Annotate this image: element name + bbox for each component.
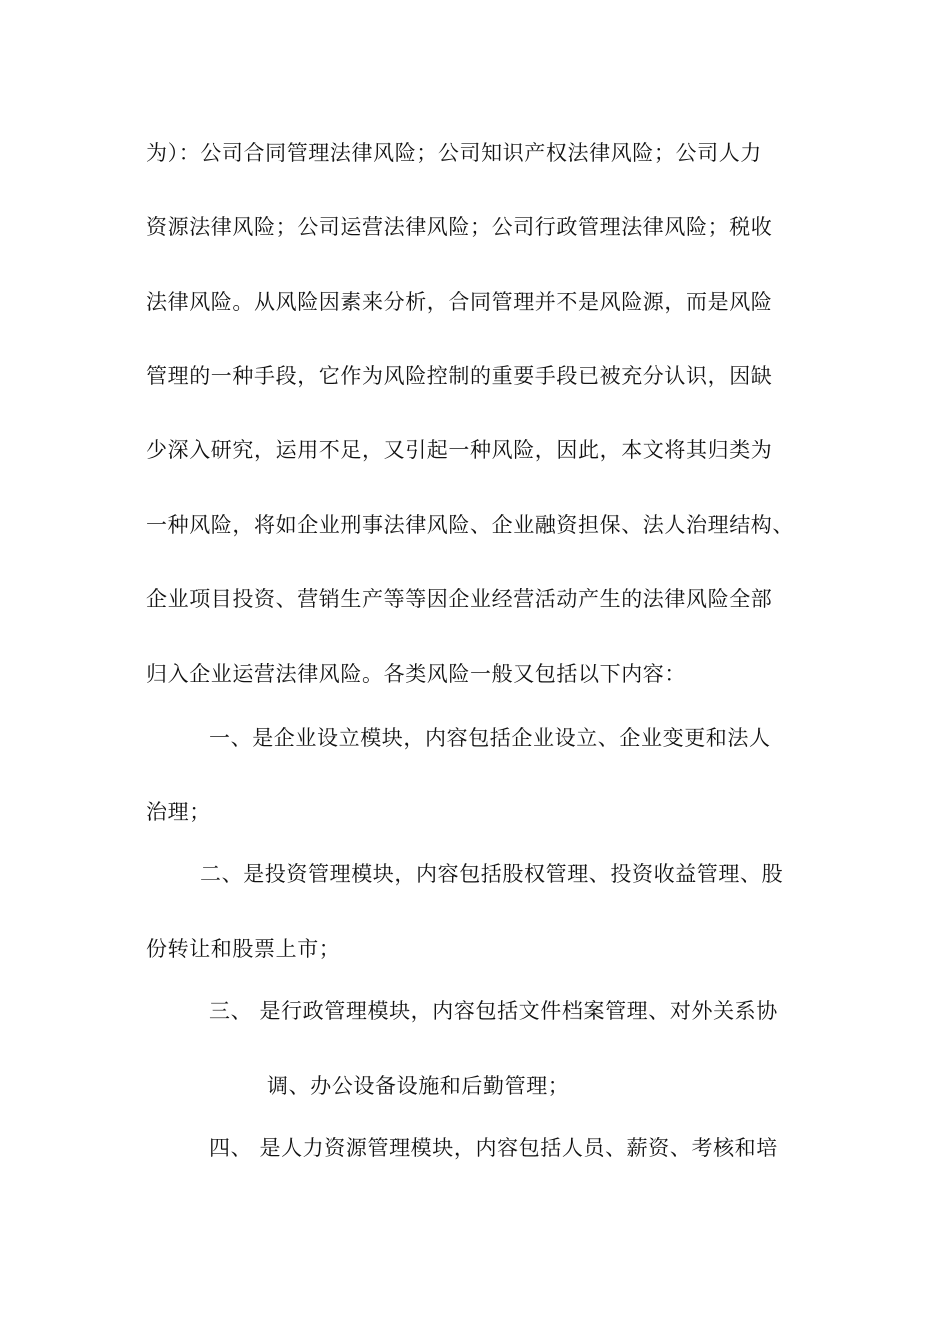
text-line-8: 归入企业运营法律风险。各类风险一般又包括以下内容： xyxy=(146,662,686,686)
list-item-2-line-2: 份转让和股票上市； xyxy=(146,937,341,961)
list-item-3-line-1: 三、 是行政管理模块，内容包括文件档案管理、对外关系协 xyxy=(209,999,778,1023)
text-line-2: 资源法律风险；公司运营法律风险；公司行政管理法律风险；税收 xyxy=(146,215,773,239)
text-line-6: 一种风险，将如企业刑事法律风险、企业融资担保、法人治理结构、 xyxy=(146,513,794,537)
text-line-3: 法律风险。从风险因素来分析，合同管理并不是风险源，而是风险 xyxy=(146,290,773,314)
list-item-4-line-1: 四、 是人力资源管理模块，内容包括人员、薪资、考核和培 xyxy=(209,1136,778,1160)
list-item-2-line-1: 二、是投资管理模块，内容包括股权管理、投资收益管理、股 xyxy=(200,862,784,886)
text-line-1: 为）：公司合同管理法律风险；公司知识产权法律风险；公司人力 xyxy=(146,141,762,165)
text-line-7: 企业项目投资、营销生产等等因企业经营活动产生的法律风险全部 xyxy=(146,587,773,611)
text-line-5: 少深入研究，运用不足，又引起一种风险，因此，本文将其归类为 xyxy=(146,438,773,462)
list-item-3-line-2: 调、办公设备设施和后勤管理； xyxy=(267,1074,570,1098)
list-item-1-line-1: 一、是企业设立模块，内容包括企业设立、企业变更和法人 xyxy=(209,726,771,750)
text-line-4: 管理的一种手段，它作为风险控制的重要手段已被充分认识，因缺 xyxy=(146,364,773,388)
list-item-1-line-2: 治理； xyxy=(146,800,211,824)
